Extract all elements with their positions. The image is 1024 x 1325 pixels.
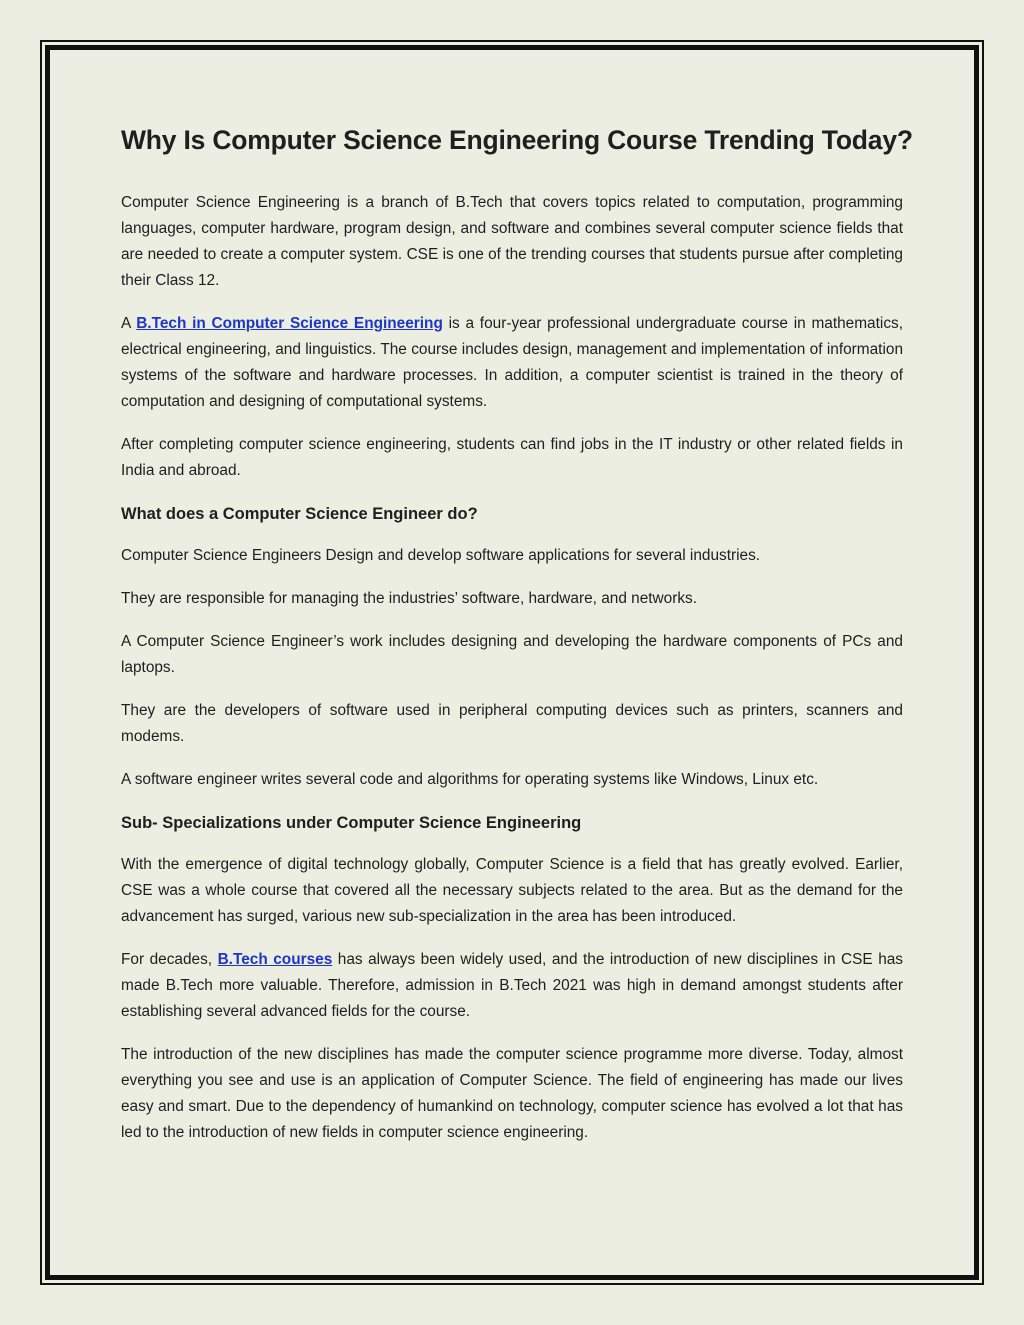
section2-paragraph-2 (121, 947, 903, 1025)
section-heading-sub-specializations: Sub- Specializations under Computer Science Engineering (121, 814, 582, 832)
btech-cse-link[interactable]: B.Tech in Computer Science Engineering (136, 315, 443, 332)
intro-paragraph-3: After completing computer science engineering, students can find jobs in the IT industry or other related fields in India and abroad. (121, 436, 903, 479)
page-title: Why Is Computer Science Engineering Course Trending Today? (121, 125, 913, 155)
section2-paragraph-2-before: For decades, (121, 951, 218, 968)
section1-paragraph: They are the developers of software used in peripheral computing devices such as printers, scanners and modems. (121, 702, 903, 745)
section1-paragraph: They are responsible for managing the industries’ software, hardware, and networks. (121, 590, 698, 607)
document-content (121, 118, 913, 1163)
intro-paragraph-1: Computer Science Engineering is a branch of B.Tech that covers topics related to computation, programming languages, computer hardware, program design, and software and combines several computer science fields that are needed to create a computer system. CSE is one of the trending courses that students pursue after completing their Class 12. (121, 194, 903, 289)
section1-paragraph: Computer Science Engineers Design and develop software applications for several industries. (121, 547, 761, 564)
section1-paragraph: A software engineer writes several code and algorithms for operating systems like Windows, Linux etc. (121, 771, 819, 788)
intro-paragraph-2-after: is a four-year professional undergraduate course in mathematics, electrical engineering, and linguistics. The course includes design, management and implementation of information systems of the software and hardware processes. In addition, a computer scientist is trained in the theory of computation and designing of computational systems. (121, 315, 903, 410)
section1-paragraph: A Computer Science Engineer’s work includes designing and developing the hardware components of PCs and laptops. (121, 633, 903, 676)
section2-paragraph-1: With the emergence of digital technology globally, Computer Science is a field that has greatly evolved. Earlier, CSE was a whole course that covered all the necessary subjects related to the area. But as the demand for the advancement has surged, various new sub-specialization in the area has been introduced. (121, 856, 903, 925)
intro-paragraph-2-before: A (121, 315, 137, 332)
btech-courses-link[interactable]: B.Tech courses (217, 951, 333, 968)
section2-paragraph-3: The introduction of the new disciplines has made the computer science programme more diverse. Today, almost everything you see and use is an application of Computer Science. The field of engineering has made our lives easy and smart. Due to the dependency of humankind on technology, computer science has evolved a lot that has led to the introduction of new fields in computer science engineering. (121, 1046, 903, 1141)
section2-paragraph-2-after: has always been widely used, and the introduction of new disciplines in CSE has made B.Tech more valuable. Therefore, admission in B.Tech 2021 was high in demand amongst students after establishing several advanced fields for the course. (121, 951, 904, 1020)
intro-paragraph-2 (121, 311, 903, 415)
section-heading-what-does: What does a Computer Science Engineer do? (121, 505, 478, 523)
